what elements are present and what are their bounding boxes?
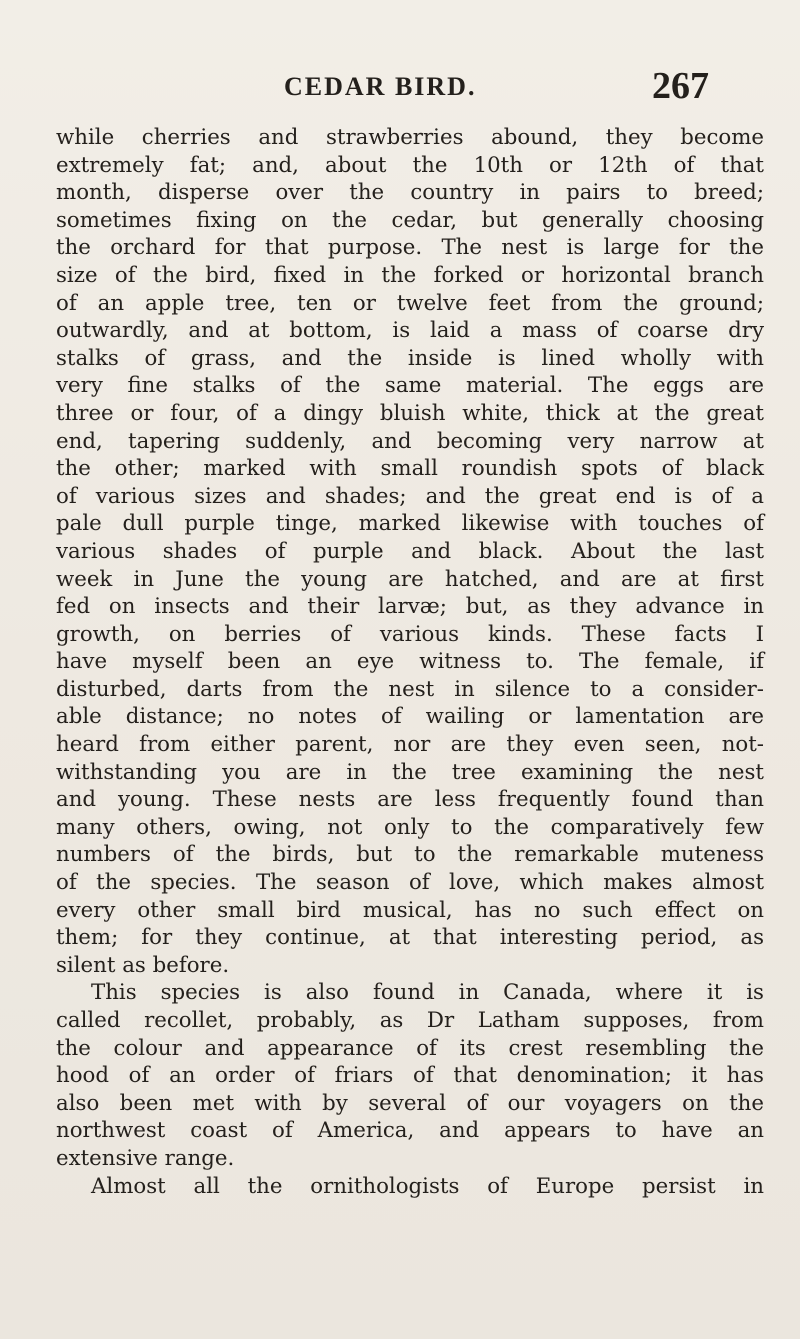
text-line: week in June the young are hatched, and are at first [56,566,764,592]
text-line: Almost all the ornithologists of Europe persist in [91,1173,764,1199]
text-line: every other small bird musical, has no such effect on [56,897,764,923]
text-line: and young. These nests are less frequently found than [56,787,764,813]
text-line: sometimes fixing on the cedar, but generally choosing [56,207,764,233]
text-line: very fine stalks of the same material. The eggs are [56,373,764,399]
text-line: the orchard for that purpose. The nest is large for the [56,235,764,261]
text-line: of an apple tree, ten or twelve feet from the ground; [56,290,764,316]
text-line: the colour and appearance of its crest resembling the [56,1035,764,1061]
text-line: month, disperse over the country in pairs to breed; [56,180,764,206]
text-line: of various sizes and shades; and the great end is of a [56,483,764,509]
text-line: various shades of purple and black. About the last [56,538,764,564]
text-line: stalks of grass, and the inside is lined wholly with [56,345,764,371]
text-line: This species is also found in Canada, where it is [91,980,764,1006]
text-line: hood of an order of friars of that denomination; it has [56,1063,764,1089]
text-line: numbers of the birds, but to the remarkable muteness [56,842,764,868]
text-line: size of the bird, fixed in the forked or horizontal branch [56,262,764,288]
text-line: able distance; no notes of wailing or lamentation are [56,704,764,730]
text-line: outwardly, and at bottom, is laid a mass of coarse dry [56,318,764,344]
text-line: silent as before. [56,952,230,978]
text-line: end, tapering suddenly, and becoming very narrow at [56,428,764,454]
text-line: while cherries and strawberries abound, they become [56,125,764,150]
text-line: called recollet, probably, as Dr Latham supposes, from [56,1008,764,1033]
text-line: of the species. The season of love, which makes almost [56,870,764,896]
text-line: extremely fat; and, about the 10th or 12th of that [56,152,764,178]
text-line: many others, owing, not only to the comparatively few [56,814,764,840]
text-line: extensive range. [56,1145,235,1171]
text-line: disturbed, darts from the nest in silence to a consider- [56,676,764,702]
text-line: heard from either parent, nor are they even seen, not- [56,732,764,758]
body-text [56,124,764,1200]
text-line: growth, on berries of various kinds. These facts I [56,621,764,647]
text-line: pale dull purple tinge, marked likewise with touches of [56,511,764,537]
text-line: fed on insects and their larvæ; but, as they advance in [56,594,764,620]
text-line: the other; marked with small roundish spots of black [56,456,764,482]
text-line: withstanding you are in the tree examining the nest [56,759,764,785]
page-number: 267 [652,65,709,107]
running-title: CEDAR BIRD. [284,72,477,101]
text-line: three or four, of a dingy bluish white, thick at the great [56,400,764,426]
text-line: have myself been an eye witness to. The female, if [56,649,764,675]
text-line: also been met with by several of our voyagers on the [56,1090,764,1116]
running-head [0,65,800,112]
text-line: northwest coast of America, and appears to have an [56,1118,764,1144]
text-line: them; for they continue, at that interesting period, as [56,925,764,951]
